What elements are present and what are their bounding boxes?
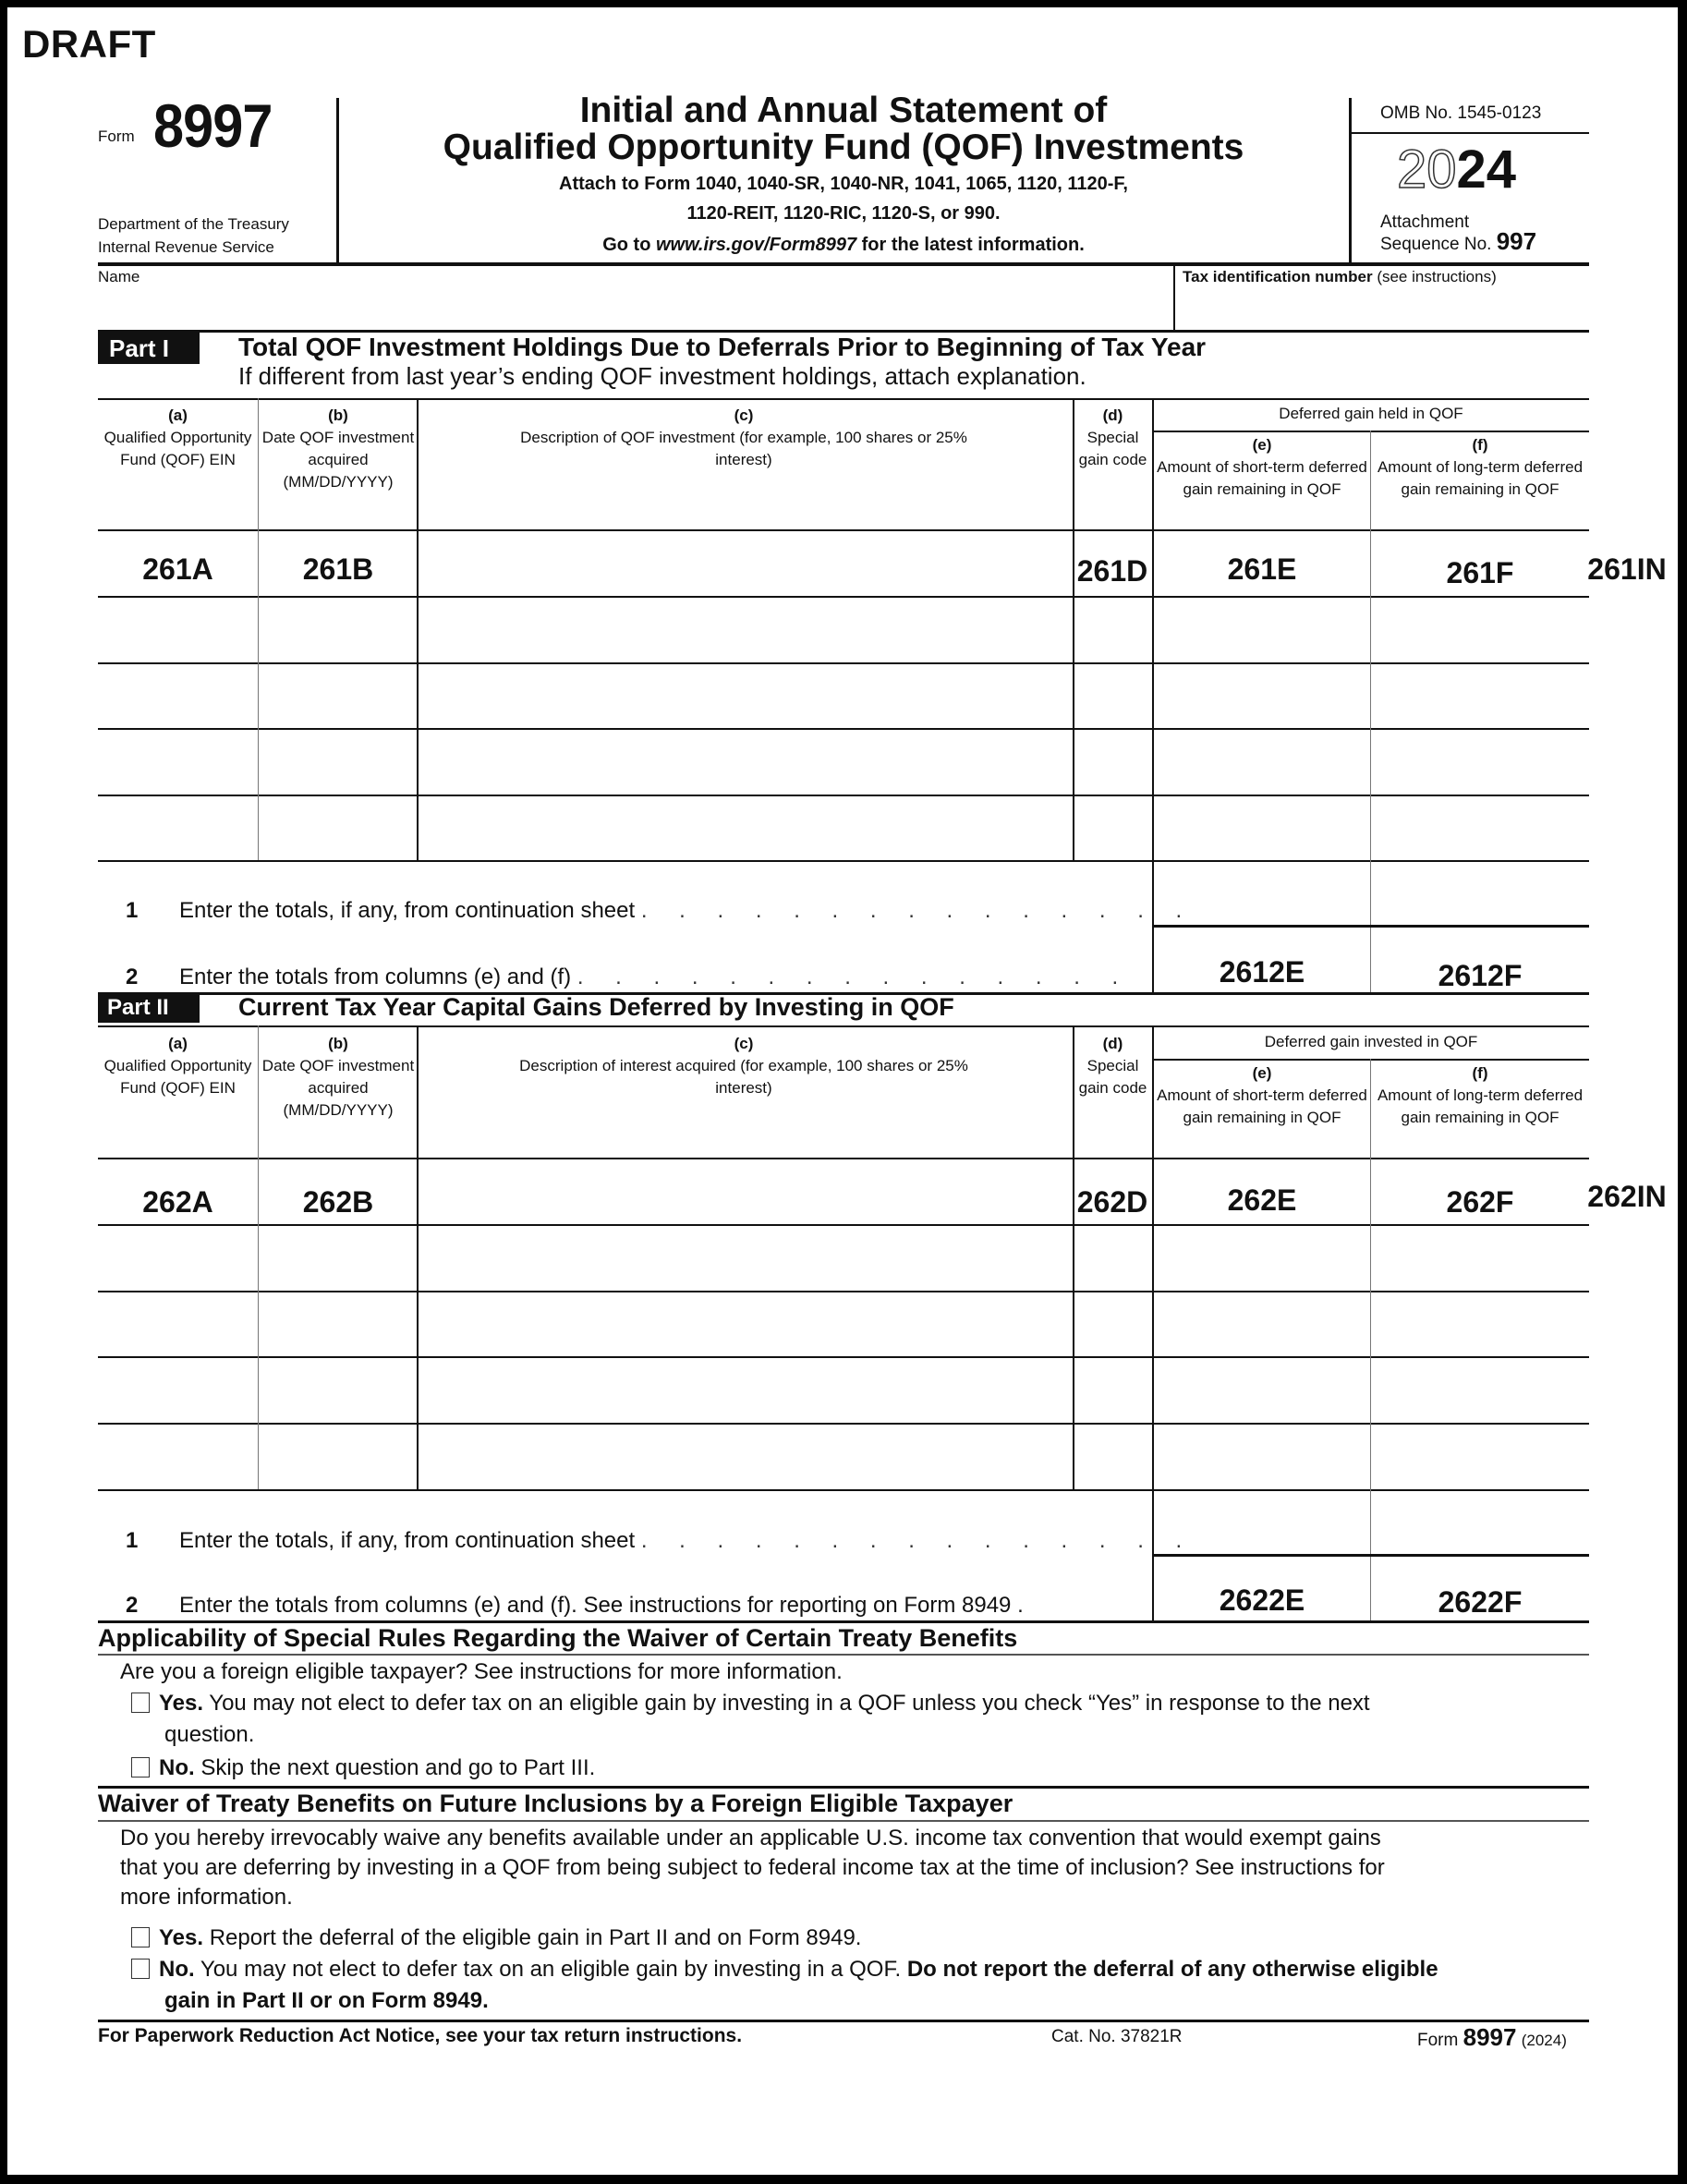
p1-col-d-header: (d) Special gain code <box>1078 406 1147 468</box>
name-label: Name <box>98 268 140 285</box>
applicability-no-option <box>131 1753 595 1783</box>
omb-divider <box>1351 132 1589 134</box>
name-tin-divider <box>1173 266 1175 331</box>
dept-line2: Internal Revenue Service <box>98 238 274 256</box>
tin-label-bold: Tax identification number <box>1183 268 1373 285</box>
p2-col-c-header: (c) Description of interest acquired (for example, 100 shares or 25% interest) <box>519 1035 968 1097</box>
waiver-top-rule <box>98 1786 1589 1789</box>
waiver-title: Waiver of Treaty Benefits on Future Inclusions by a Foreign Eligible Taxpayer <box>98 1790 1013 1817</box>
title-line2: Qualified Opportunity Fund (QOF) Investments <box>443 127 1244 167</box>
attach-line2: 1120-REIT, 1120-RIC, 1120-S, or 990. <box>686 203 1001 224</box>
applicability-no-label: No. <box>159 1755 195 1780</box>
waiver-question-l1: Do you hereby irrevocably waive any benefits available under an applicable U.S. income tax convention that would exempt gains <box>120 1826 1381 1850</box>
p1-col-b-header: (b) Date QOF investment acquired (MM/DD/YYYY) <box>261 406 415 491</box>
p1-col-a-header: (a) Qualified Opportunity Fund (QOF) EIN <box>103 406 252 468</box>
p1-col-f-header: (f) Amount of long-term deferred gain remaining in QOF <box>1377 436 1584 498</box>
p1-cell-e[interactable]: 261E <box>1227 552 1297 586</box>
p2-col-a-header: (a) Qualified Opportunity Fund (QOF) EIN <box>103 1035 252 1097</box>
p2-line2-text: Enter the totals from columns (e) and (f). See instructions for reporting on Form 8949 . <box>179 1593 1024 1618</box>
dept-line1: Department of the Treasury <box>98 215 289 233</box>
goto-prefix: Go to <box>602 235 656 255</box>
header-divider-right <box>1349 98 1352 262</box>
p1-cell-f[interactable]: 261F <box>1446 556 1514 589</box>
p1-col-c-header: (c) Description of QOF investment (for example, 100 shares or 25% interest) <box>520 406 967 468</box>
p1-col-ef-divider <box>1370 431 1371 992</box>
p1-cell-b[interactable]: 261B <box>302 552 374 586</box>
applicability-rule <box>98 1654 1589 1656</box>
p2-row-line <box>98 1356 1589 1358</box>
p1-col-cd-divider <box>1073 398 1074 860</box>
p2-line2-num: 2 <box>126 1593 139 1618</box>
paperwork-notice: For Paperwork Reduction Act Notice, see your tax return instructions. <box>98 2025 743 2046</box>
waiver-no-label: No. <box>159 1957 195 1982</box>
p2-cell-in: 262IN <box>1587 1180 1667 1213</box>
p2-line2-f[interactable]: 2622F <box>1438 1585 1523 1619</box>
applicability-no-checkbox[interactable] <box>131 1757 150 1778</box>
p1-line2-f[interactable]: 2612F <box>1438 959 1523 992</box>
part2-title: Current Tax Year Capital Gains Deferred by Investing in QOF <box>238 993 954 1021</box>
p2-col-ab-divider <box>258 1025 259 1489</box>
applicability-yes-option <box>131 1689 1572 1718</box>
title-line1: Initial and Annual Statement of <box>579 91 1108 130</box>
p1-col-bc-divider <box>417 398 419 860</box>
omb-number: OMB No. 1545-0123 <box>1380 103 1542 123</box>
waiver-yes-text: Report the deferral of the eligible gain in Part II and on Form 8949. <box>203 1925 862 1950</box>
p2-cell-e[interactable]: 262E <box>1227 1183 1297 1217</box>
applicability-yes-label: Yes. <box>159 1691 204 1716</box>
p2-line1-rule <box>1152 1554 1589 1557</box>
tax-year <box>1397 139 1516 200</box>
applicability-yes-text: You may not elect to defer tax on an eligible gain by investing in a QOF unless you check “Yes” in response to the next <box>203 1691 1370 1716</box>
tin-label-rest: (see instructions) <box>1372 268 1497 285</box>
p2-row-line <box>98 1291 1589 1292</box>
p1-row-line <box>98 728 1589 730</box>
p2-col-b-header: (b) Date QOF investment acquired (MM/DD/YYYY) <box>261 1035 415 1119</box>
p2-col-bc-divider <box>417 1025 419 1489</box>
p1-row-line <box>98 795 1589 796</box>
header-bottom-rule <box>98 262 1589 266</box>
attachment-label: Attachment <box>1380 212 1470 232</box>
applicability-yes-checkbox[interactable] <box>131 1693 150 1713</box>
p1-cell-in: 261IN <box>1587 552 1667 586</box>
p1-cell-a[interactable]: 261A <box>142 552 213 586</box>
p1-row-line <box>98 596 1589 598</box>
waiver-no-text-bold: Do not report the deferral of any otherwise eligible <box>906 1957 1438 1982</box>
waiver-rule <box>98 1820 1589 1822</box>
waiver-question-l3: more information. <box>120 1885 293 1910</box>
p2-header-bottom <box>98 1158 1589 1159</box>
form-title <box>340 92 1347 166</box>
p2-col-f-header: (f) Amount of long-term deferred gain remaining in QOF <box>1377 1064 1584 1126</box>
p2-cell-b[interactable]: 262B <box>302 1185 374 1219</box>
footer-rule <box>98 2020 1589 2022</box>
p2-row-line <box>98 1489 1589 1491</box>
waiver-question-l2: that you are deferring by investing in a QOF from being subject to federal income tax at the time of inclusion? See instructions for <box>120 1855 1385 1880</box>
form-number: 8997 <box>153 91 273 160</box>
tin-input[interactable] <box>1183 288 1580 325</box>
applicability-question: Are you a foreign eligible taxpayer? See instructions for more information. <box>120 1659 843 1684</box>
waiver-no-option <box>131 1955 1609 1984</box>
draft-watermark: DRAFT <box>22 22 156 66</box>
waiver-no-checkbox[interactable] <box>131 1959 150 1979</box>
sequence-number: 997 <box>1496 227 1537 255</box>
p2-row-line <box>98 1224 1589 1226</box>
p1-col-e-header: (e) Amount of short-term deferred gain remaining in QOF <box>1157 436 1367 498</box>
waiver-yes-label: Yes. <box>159 1925 204 1950</box>
part1-badge: Part I <box>98 333 200 364</box>
p1-line1-num: 1 <box>126 898 139 923</box>
form-label: Form <box>98 127 135 145</box>
p2-line2-e[interactable]: 2622E <box>1219 1583 1305 1617</box>
p1-header-bottom <box>98 529 1589 531</box>
part1-table-top <box>98 398 1589 400</box>
p1-col-ab-divider <box>258 398 259 860</box>
p2-group-header: Deferred gain invested in QOF <box>1264 1033 1478 1050</box>
p1-row-line <box>98 860 1589 862</box>
p1-line1-rule <box>1152 925 1589 928</box>
cat-number: Cat. No. 37821R <box>1051 2027 1183 2046</box>
applicability-top-rule <box>98 1620 1589 1623</box>
attachment-sequence <box>1380 212 1536 254</box>
footer-form-id: Form 8997 (2024) <box>1417 2023 1567 2051</box>
p2-group-rule <box>1153 1059 1589 1061</box>
p2-cell-f[interactable]: 262F <box>1446 1185 1514 1219</box>
p2-col-e-header: (e) Amount of short-term deferred gain remaining in QOF <box>1157 1064 1367 1126</box>
p2-line1-text: Enter the totals, if any, from continuation sheet . . . . . . . . . . . . . . . <box>179 1528 1195 1553</box>
year-outline: 20 <box>1397 140 1457 200</box>
p1-group-header: Deferred gain held in QOF <box>1279 405 1463 422</box>
applicability-no-text: Skip the next question and go to Part III. <box>194 1755 596 1780</box>
applicability-title: Applicability of Special Rules Regarding the Waiver of Certain Treaty Benefits <box>98 1624 1018 1652</box>
waiver-no-text2: gain in Part II or on Form 8949. <box>164 1988 489 2013</box>
p1-line2-text: Enter the totals from columns (e) and (f) . . . . . . . . . . . . . . . <box>179 965 1132 989</box>
header-divider-left <box>336 98 339 262</box>
p2-col-ef-divider <box>1370 1059 1371 1621</box>
p1-line2-num: 2 <box>126 965 139 989</box>
tin-label <box>1183 268 1497 286</box>
part1-subtitle: If different from last year’s ending QOF investment holdings, attach explanation. <box>238 362 1086 390</box>
p2-line1-num: 1 <box>126 1528 139 1553</box>
irs-link[interactable]: www.irs.gov/Form8997 <box>655 235 857 255</box>
p1-group-rule <box>1153 431 1589 432</box>
p2-cell-a[interactable]: 262A <box>142 1185 213 1219</box>
attach-line1: Attach to Form 1040, 1040-SR, 1040-NR, 1041, 1065, 1120, 1120-F, <box>559 174 1128 194</box>
p1-line2-e[interactable]: 2612E <box>1219 955 1305 989</box>
part2-table-top <box>98 1025 1589 1027</box>
p1-row-line <box>98 662 1589 664</box>
p1-cell-d[interactable]: 261D <box>1076 554 1148 588</box>
p2-cell-d[interactable]: 262D <box>1076 1185 1148 1219</box>
goto-line <box>340 235 1347 256</box>
waiver-yes-option <box>131 1923 861 1953</box>
year-bold: 24 <box>1456 140 1517 200</box>
p1-line1-text: Enter the totals, if any, from continuation sheet . . . . . . . . . . . . . . . <box>179 898 1195 923</box>
sequence-label: Sequence No. <box>1380 235 1492 254</box>
p2-col-d-header: (d) Special gain code <box>1078 1035 1147 1097</box>
p2-row-line <box>98 1423 1589 1425</box>
p2-col-cd-divider <box>1073 1025 1074 1489</box>
waiver-yes-checkbox[interactable] <box>131 1927 150 1947</box>
applicability-yes-text2: question. <box>164 1722 255 1747</box>
goto-suffix: for the latest information. <box>856 235 1085 255</box>
name-input[interactable] <box>98 288 1160 325</box>
waiver-no-text: You may not elect to defer tax on an eligible gain by investing in a QOF. <box>194 1957 907 1982</box>
department <box>98 212 289 259</box>
part1-title: Total QOF Investment Holdings Due to Deferrals Prior to Beginning of Tax Year <box>238 333 1207 361</box>
part2-badge: Part II <box>98 995 200 1023</box>
